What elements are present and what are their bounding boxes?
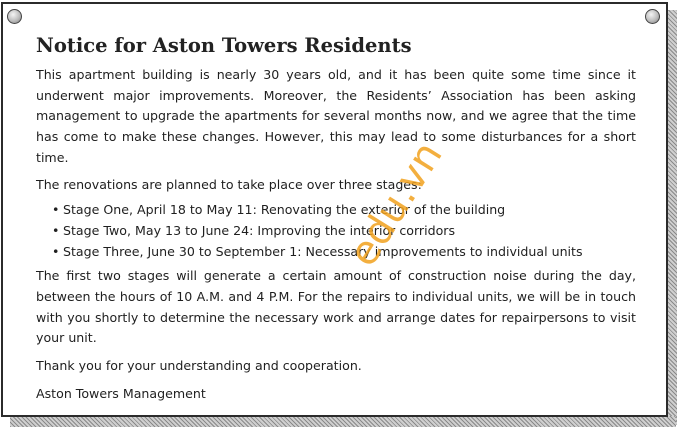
bullet-icon: • bbox=[52, 222, 60, 238]
signature: Aston Towers Management bbox=[36, 385, 206, 401]
list-item bbox=[52, 242, 636, 263]
thanks-paragraph: Thank you for your understanding and cooperation. bbox=[36, 358, 362, 374]
intro-paragraph: This apartment building is nearly 30 years old, and it has been quite some time since it underwent major improvements. Moreover, the Residents’ Association has been asking management to upgrade the apartments for several months now, and we agree that the time has come to make these changes. However, this may lead to some disturbances for a short time. bbox=[36, 67, 636, 165]
list-item bbox=[52, 200, 636, 221]
bullet-icon: • bbox=[52, 243, 60, 259]
noise-paragraph: The first two stages will generate a certain amount of construction noise during the day, between the hours of 10 A.M. and 4 P.M. For the repairs to individual units, we will be in touch with you shortly to determine the necessary work and arrange dates for repairpersons to visit your unit. bbox=[36, 268, 636, 346]
pushpin-icon bbox=[645, 9, 660, 24]
list-item bbox=[52, 221, 636, 242]
stages-intro: The renovations are planned to take place over three stages: bbox=[36, 176, 422, 192]
pushpin-icon bbox=[7, 9, 22, 24]
board-shadow-right bbox=[667, 10, 677, 425]
notice-title: Notice for Aston Towers Residents bbox=[36, 34, 412, 57]
board-shadow-bottom bbox=[10, 416, 676, 427]
stage-text: Stage Three, June 30 to September 1: Necessary improvements to individual units bbox=[63, 243, 583, 259]
stages-list bbox=[36, 200, 636, 262]
notice-content bbox=[36, 34, 636, 405]
watermark: edu.vn bbox=[340, 133, 452, 275]
stage-text: Stage Two, May 13 to June 24: Improving the interior corridors bbox=[63, 222, 456, 238]
stage-text: Stage One, April 18 to May 11: Renovating the exterior of the building bbox=[63, 202, 506, 218]
bullet-icon: • bbox=[52, 202, 60, 218]
